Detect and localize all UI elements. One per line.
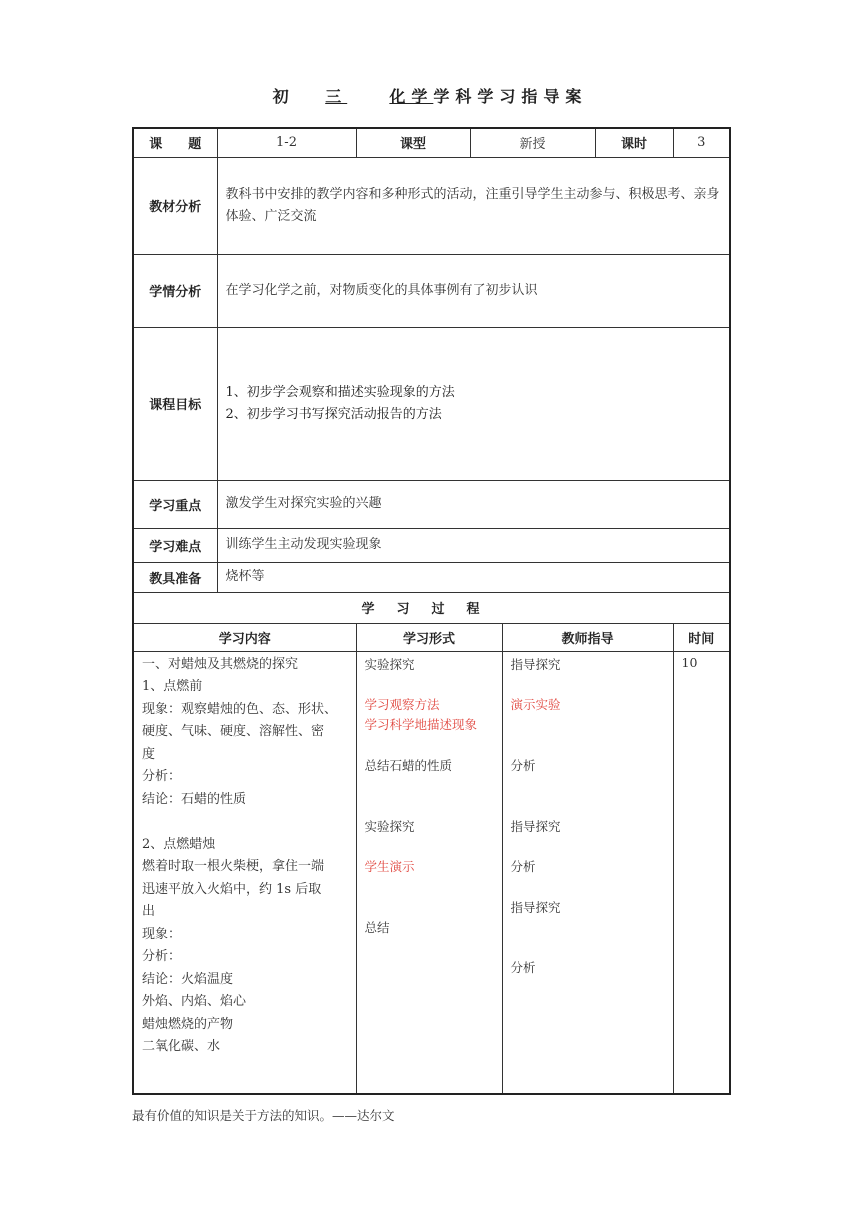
- content-column: [133, 651, 356, 1094]
- goal-label: 课程目标: [133, 327, 217, 480]
- goal-item: 1、初步学会观察和描述实验现象的方法: [225, 384, 455, 400]
- form-item: 学生演示: [364, 858, 415, 874]
- material-label: 教材分析: [133, 157, 217, 254]
- title-grade: 三: [325, 87, 348, 106]
- guidance-item: 分析: [510, 959, 536, 975]
- material-row: [133, 157, 730, 254]
- student-row: [133, 254, 730, 327]
- title-prefix: 初: [272, 87, 295, 106]
- content-line: 蜡烛燃烧的产物: [142, 1016, 234, 1032]
- guidance-item: 指导探究: [510, 818, 561, 834]
- header-guidance: 教师指导: [502, 623, 673, 651]
- goal-list: [217, 327, 730, 480]
- process-body-row: [133, 651, 730, 1094]
- header-content: 学习内容: [133, 623, 356, 651]
- footer-quote: 最有价值的知识是关于方法的知识。——达尔文: [132, 1108, 395, 1123]
- guidance-item: 指导探究: [510, 899, 561, 915]
- tools-row: [133, 562, 730, 592]
- content-line: 结论：石蜡的性质: [142, 791, 247, 807]
- guidance-item: 分析: [510, 858, 536, 874]
- content-line: [142, 811, 350, 834]
- content-line: 燃着时取一根火柴梗，拿住一端: [142, 859, 325, 874]
- document-title: [0, 84, 860, 107]
- content-line: 1、点燃前: [142, 679, 203, 694]
- type-label: 课型: [356, 128, 470, 157]
- content-line: 分析：: [142, 769, 182, 784]
- content-line: 结论：火焰温度: [142, 971, 234, 987]
- guidance-item: 指导探究: [510, 656, 561, 672]
- topic-value: 1-2: [217, 128, 356, 157]
- process-title-row: [133, 592, 730, 623]
- form-column: [356, 651, 502, 1094]
- tools-text: 烧杯等: [217, 562, 730, 592]
- form-item: 总结石蜡的性质: [364, 757, 453, 773]
- form-item: 学习观察方法: [364, 696, 440, 712]
- header-form: 学习形式: [356, 623, 502, 651]
- student-label: 学情分析: [133, 254, 217, 327]
- content-line: 度: [142, 746, 156, 762]
- info-row: [133, 128, 730, 157]
- material-text: 教科书中安排的教学内容和多种形式的活动，注重引导学生主动参与、积极思考、亲身体验、广泛交流: [217, 157, 730, 254]
- header-time: 时间: [673, 623, 730, 651]
- difficult-label: 学习难点: [133, 528, 217, 562]
- key-text: 激发学生对探究实验的兴趣: [217, 480, 730, 528]
- lesson-plan-table: [132, 127, 731, 1095]
- process-header-row: [133, 623, 730, 651]
- tools-label: 教具准备: [133, 562, 217, 592]
- guidance-column: [502, 651, 673, 1094]
- content-line: 硬度、气味、硬度、溶解性、密: [142, 724, 325, 739]
- content-line: 外焰、内焰、焰心: [142, 994, 247, 1009]
- time-column: [673, 651, 730, 1094]
- content-line: 迅速平放入火焰中，约 1s 后取: [142, 881, 322, 897]
- form-item: 实验探究: [364, 656, 415, 672]
- form-item: 总结: [364, 919, 390, 935]
- content-line: 分析：: [142, 949, 182, 964]
- content-line: 一、对蜡烛及其燃烧的探究: [142, 656, 299, 672]
- type-value: 新授: [470, 128, 595, 157]
- form-item: 实验探究: [364, 818, 415, 834]
- content-line: 出: [142, 904, 156, 919]
- goal-row: [133, 327, 730, 480]
- goal-item: 2、初步学习书写探究活动报告的方法: [225, 406, 442, 422]
- form-item: 学习科学地描述现象: [364, 716, 478, 732]
- guidance-item: 分析: [510, 757, 536, 773]
- topic-label: 课 题: [133, 128, 217, 157]
- difficult-row: [133, 528, 730, 562]
- student-text: 在学习化学之前，对物质变化的具体事例有了初步认识: [217, 254, 730, 327]
- key-row: [133, 480, 730, 528]
- content-line: 现象：: [142, 926, 182, 942]
- content-line: 现象：观察蜡烛的色、态、形状、: [142, 701, 338, 717]
- time-value: 10: [681, 654, 698, 670]
- hours-value: 3: [673, 128, 730, 157]
- guidance-item: 演示实验: [510, 696, 561, 712]
- content-line: 二氧化碳、水: [142, 1039, 221, 1054]
- title-subject: 化学: [389, 87, 434, 106]
- key-label: 学习重点: [133, 480, 217, 528]
- difficult-text: 训练学生主动发现实验现象: [217, 528, 730, 562]
- title-suffix: 学科学习指导案: [433, 87, 588, 106]
- process-title: 学习过程: [133, 592, 730, 623]
- hours-label: 课时: [595, 128, 673, 157]
- content-line: 2、点燃蜡烛: [142, 836, 216, 852]
